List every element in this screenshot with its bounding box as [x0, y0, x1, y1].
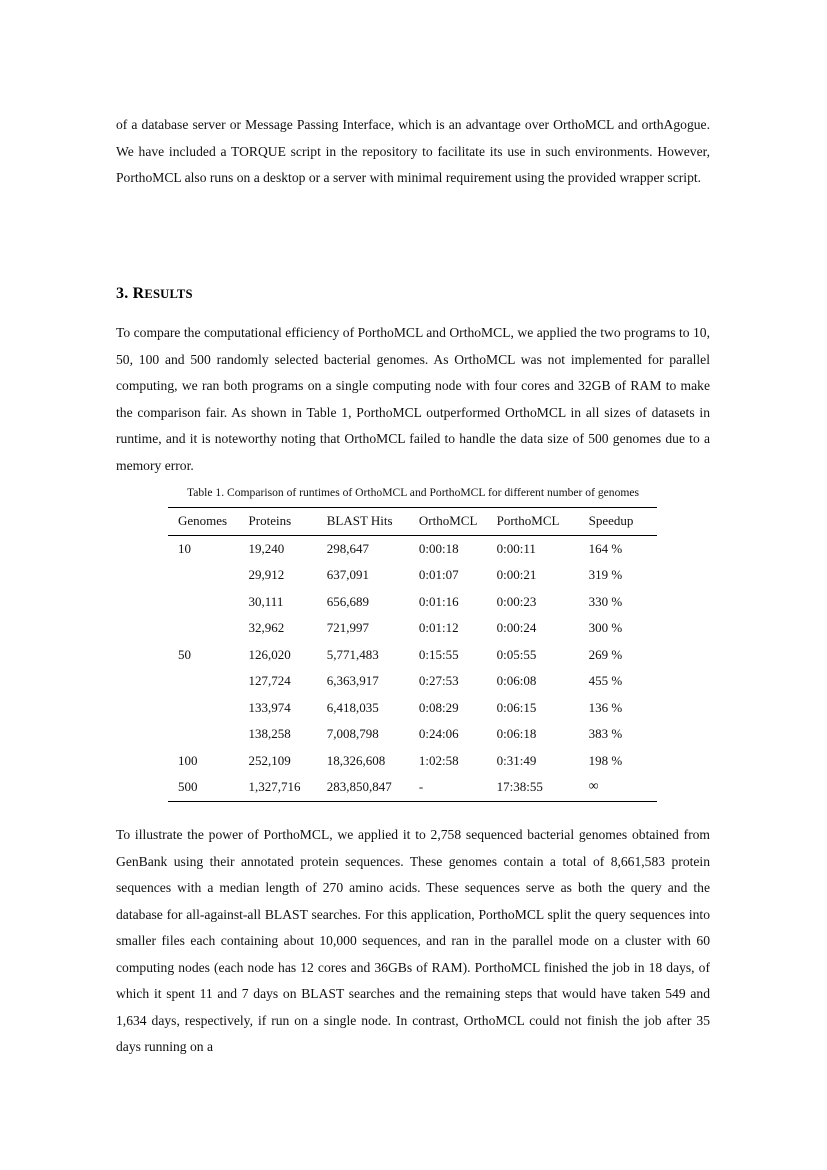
- table-row: [168, 642, 657, 669]
- cell-speedup: 319 %: [588, 567, 623, 582]
- cell-orthomcl: 0:15:55: [418, 646, 459, 662]
- cell-proteins: 126,020: [248, 646, 291, 662]
- cell-blast-hits: 283,850,847: [327, 774, 419, 801]
- cell-orthomcl: 0:27:53: [418, 673, 459, 688]
- cell-speedup: 383 %: [588, 726, 623, 741]
- column-header-blast-hits: BLAST Hits: [327, 508, 419, 536]
- cell-orthomcl: 0:24:06: [418, 726, 459, 741]
- cell-proteins: 138,258: [248, 726, 291, 741]
- cell-proteins: 32,962: [248, 620, 285, 635]
- cell-genomes: 500: [168, 774, 249, 801]
- cell-speedup: 136 %: [588, 699, 623, 715]
- cell-orthomcl: 0:08:29: [418, 699, 459, 715]
- cell-speedup: 164 %: [588, 540, 623, 556]
- cell-genomes: 10: [178, 540, 191, 556]
- section-heading-results: [116, 285, 193, 303]
- runtimes-table: [168, 507, 657, 802]
- cell-orthomcl: 1:02:58: [418, 752, 459, 768]
- cell-blast-hits: 7,008,798: [326, 726, 379, 741]
- cell-genomes: [168, 615, 249, 642]
- table-row: [168, 721, 657, 748]
- paragraph-intro: of a database server or Message Passing Interface, which is an advantage over OrthoMCL and orthAgogue. We have included a TORQUE script in the repository to facilitate its use in such environments. However, PorthoMCL also runs on a desktop or a server with minimal requirement using the provided wrapper script.: [116, 117, 710, 185]
- cell-genomes: [168, 562, 249, 589]
- cell-blast-hits: 656,689: [326, 593, 369, 609]
- cell-speedup: 330 %: [588, 593, 623, 609]
- cell-proteins: 30,111: [248, 593, 284, 609]
- cell-porthomcl: 0:00:11: [496, 540, 536, 556]
- cell-orthomcl: -: [419, 774, 497, 801]
- paragraph-results: To compare the computational efficiency of PorthoMCL and OrthoMCL, we applied the two programs to 10, 50, 100 and 500 randomly selected bacterial genomes. As OrthoMCL was not implemented for parallel computing, we ran both programs on a single computing node with four cores and 32GB of RAM to make the comparison fair. As shown in Table 1, PorthoMCL outperformed OrthoMCL in all sizes of datasets in runtime, and it is noteworthy noting that OrthoMCL failed to handle the data size of 500 genomes due to a memory error.: [116, 325, 710, 473]
- cell-speedup: 455 %: [588, 673, 623, 688]
- page-content: [116, 0, 710, 1170]
- table-row: [168, 562, 657, 589]
- table-header: [168, 508, 657, 536]
- cell-blast-hits: 5,771,483: [326, 646, 379, 662]
- section-number: 3.: [116, 285, 129, 303]
- cell-proteins: 252,109: [248, 752, 291, 768]
- table-row: [168, 615, 657, 642]
- paragraph-illustrate: To illustrate the power of PorthoMCL, we applied it to 2,758 sequenced bacterial genomes obtained from GenBank using their annotated protein sequences. These genomes contain a total of 8,661,583 protein sequences with a median length of 270 amino acids. These sequences serve as both the query and the database for all-against-all BLAST searches. For this application, PorthoMCL split the query sequences into smaller files each containing about 10,000 sequences, and ran in the parallel mode on a cluster with 60 computing nodes (each node has 12 cores and 36GBs of RAM). PorthoMCL finished the job in 18 days, of which it spent 11 and 7 days on BLAST searches and the remaining steps that would have taken 549 and 1,634 days, respectively, if run on a single node. In contrast, OrthoMCL could not finish the job after 35 days running on a: [116, 827, 710, 1054]
- table-row: [168, 589, 657, 616]
- column-header-orthomcl: OrthoMCL: [419, 508, 497, 536]
- cell-genomes: [168, 589, 249, 616]
- cell-porthomcl: 0:06:15: [496, 699, 537, 715]
- cell-blast-hits: 18,326,608: [326, 752, 386, 768]
- cell-proteins: 19,240: [248, 540, 285, 556]
- column-header-speedup: Speedup: [589, 508, 657, 536]
- table-caption: Table 1. Comparison of runtimes of OrthoMCL and PorthoMCL for different number of genomes: [186, 486, 640, 499]
- table-block: [116, 485, 710, 802]
- table-header-row: [168, 508, 657, 536]
- cell-speedup: 269 %: [588, 646, 623, 662]
- cell-proteins: 1,327,716: [249, 774, 327, 801]
- cell-genomes: 50: [178, 646, 191, 662]
- section-title: [133, 285, 193, 302]
- table-row: [168, 748, 657, 775]
- cell-porthomcl: 0:06:18: [496, 726, 537, 741]
- cell-orthomcl: 0:01:12: [418, 620, 459, 635]
- cell-porthomcl: 17:38:55: [497, 774, 589, 801]
- cell-genomes: 100: [178, 752, 198, 768]
- cell-genomes: [168, 721, 249, 748]
- cell-genomes: [168, 695, 249, 722]
- cell-blast-hits: 6,418,035: [326, 699, 379, 715]
- cell-speedup: 300 %: [588, 620, 623, 635]
- table-row: [168, 695, 657, 722]
- cell-speedup: 198 %: [588, 752, 623, 768]
- cell-proteins: 127,724: [248, 673, 291, 688]
- cell-proteins: 133,974: [248, 699, 291, 715]
- section-title-rest: ESULTS: [144, 287, 193, 302]
- cell-blast-hits: 298,647: [326, 540, 369, 556]
- cell-porthomcl: 0:05:55: [496, 646, 537, 662]
- cell-proteins: 29,912: [248, 567, 285, 582]
- section-title-initial: R: [132, 285, 145, 303]
- cell-orthomcl: 0:00:18: [418, 540, 459, 556]
- column-header-porthomcl: PorthoMCL: [497, 508, 589, 536]
- cell-speedup: ∞: [589, 774, 657, 801]
- cell-blast-hits: 6,363,917: [326, 673, 379, 688]
- cell-porthomcl: 0:00:23: [496, 593, 537, 609]
- cell-porthomcl: 0:00:21: [496, 567, 537, 582]
- cell-porthomcl: 0:31:49: [496, 752, 537, 768]
- table-row: [168, 774, 657, 801]
- column-header-proteins: Proteins: [249, 508, 327, 536]
- table-row: [168, 668, 657, 695]
- cell-orthomcl: 0:01:16: [418, 593, 459, 609]
- column-header-genomes: Genomes: [168, 508, 249, 536]
- cell-orthomcl: 0:01:07: [418, 567, 459, 582]
- cell-porthomcl: 0:00:24: [496, 620, 537, 635]
- cell-genomes: [168, 668, 249, 695]
- cell-porthomcl: 0:06:08: [496, 673, 537, 688]
- cell-blast-hits: 721,997: [326, 620, 369, 635]
- table-body: [168, 535, 657, 801]
- table-row: [168, 535, 657, 562]
- cell-blast-hits: 637,091: [326, 567, 369, 582]
